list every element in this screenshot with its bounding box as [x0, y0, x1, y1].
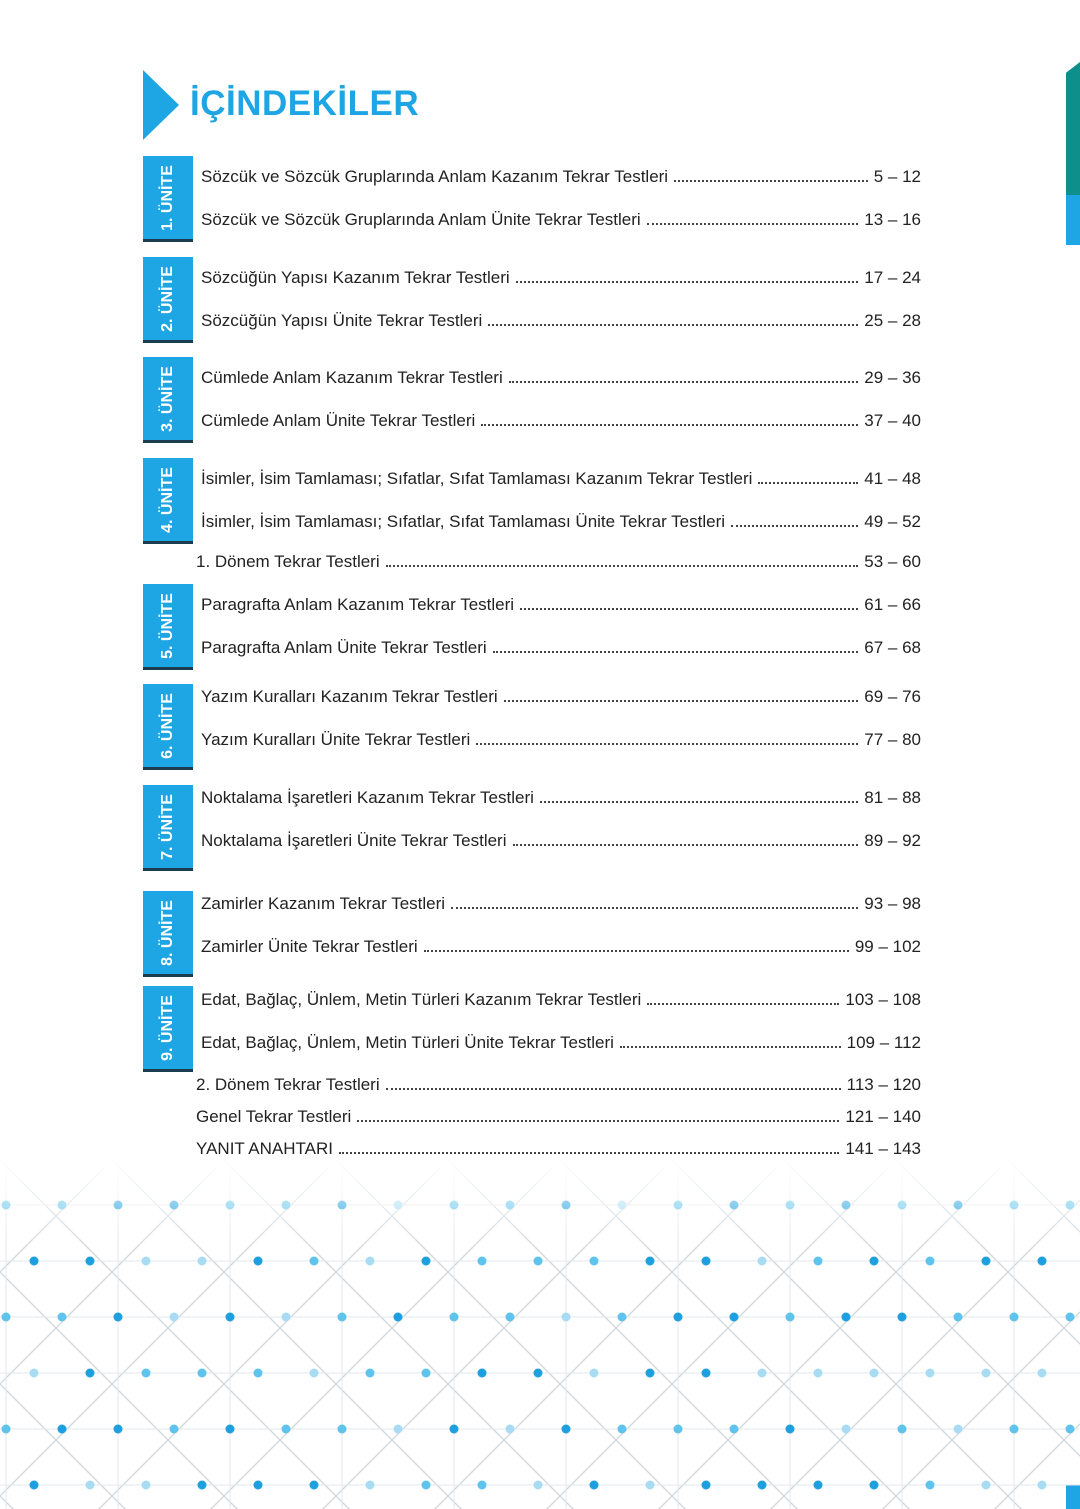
entry-title: 2. Dönem Tekrar Testleri: [196, 1075, 380, 1094]
toc-entry[interactable]: [201, 728, 921, 750]
dot-leader: [516, 281, 859, 283]
unit-label: 3. ÜNİTE: [159, 365, 176, 432]
dot-leader: [674, 180, 868, 182]
unit-label: 2. ÜNİTE: [159, 265, 176, 332]
dot-leader: [758, 482, 858, 484]
entry-pages: 13 – 16: [864, 210, 921, 229]
entry-pages: 29 – 36: [864, 368, 921, 387]
entry-title: Yazım Kuralları Kazanım Tekrar Testleri: [201, 687, 498, 706]
unit-tab: [143, 458, 193, 544]
entry-title: Zamirler Ünite Tekrar Testleri: [201, 937, 418, 956]
dot-leader: [647, 223, 859, 225]
toc-entry[interactable]: [201, 685, 921, 707]
dot-leader: [488, 324, 858, 326]
toc-entry[interactable]: [201, 829, 921, 851]
entry-title: Noktalama İşaretleri Ünite Tekrar Testleri: [201, 831, 507, 850]
toc-entry[interactable]: [201, 593, 921, 615]
entry-pages: 67 – 68: [864, 638, 921, 657]
entry-title: Sözcüğün Yapısı Ünite Tekrar Testleri: [201, 311, 483, 330]
toc-entry[interactable]: [201, 165, 921, 187]
dot-leader: [357, 1120, 839, 1122]
entry-title: Edat, Bağlaç, Ünlem, Metin Türleri Kazanım Tekrar Testleri: [201, 990, 642, 1009]
toc-entry[interactable]: [201, 366, 921, 388]
dot-leader: [731, 525, 858, 527]
dot-leader: [513, 844, 859, 846]
dot-leader: [647, 1003, 839, 1005]
entry-pages: 5 – 12: [873, 167, 921, 186]
entry-pages: 113 – 120: [846, 1075, 921, 1094]
entry-title: Paragrafta Anlam Kazanım Tekrar Testleri: [201, 595, 515, 614]
unit-label: 5. ÜNİTE: [159, 592, 176, 659]
unit-tab: [143, 986, 193, 1072]
unit-label: 6. ÜNİTE: [159, 692, 176, 759]
entry-pages: 17 – 24: [864, 268, 921, 287]
unit-tab: [143, 785, 193, 871]
entry-pages: 25 – 28: [864, 311, 921, 330]
entry-pages: 37 – 40: [864, 411, 921, 430]
entry-pages: 77 – 80: [864, 730, 921, 749]
toc-entry[interactable]: [201, 935, 921, 957]
toc-entry[interactable]: [196, 550, 921, 572]
toc-entry[interactable]: [201, 1031, 921, 1053]
dot-leader: [540, 801, 858, 803]
unit-tab: [143, 891, 193, 977]
entry-pages: 89 – 92: [864, 831, 921, 850]
entry-title: Cümlede Anlam Ünite Tekrar Testleri: [201, 411, 476, 430]
dot-leader: [509, 381, 859, 383]
entry-title: YANIT ANAHTARI: [196, 1139, 333, 1158]
unit-label: 4. ÜNİTE: [159, 466, 176, 533]
entry-title: Edat, Bağlaç, Ünlem, Metin Türleri Ünite Tekrar Testleri: [201, 1033, 614, 1052]
entry-title: Genel Tekrar Testleri: [196, 1107, 352, 1126]
toc-entry[interactable]: [196, 1137, 921, 1159]
entry-pages: 109 – 112: [846, 1033, 921, 1052]
entry-title: Zamirler Kazanım Tekrar Testleri: [201, 894, 446, 913]
dot-leader: [481, 424, 858, 426]
unit-tab: [143, 257, 193, 343]
entry-title: Yazım Kuralları Ünite Tekrar Testleri: [201, 730, 471, 749]
entry-pages: 103 – 108: [845, 990, 921, 1009]
toc-entry[interactable]: [201, 892, 921, 914]
toc-entry[interactable]: [196, 1073, 921, 1095]
toc-entry[interactable]: [201, 467, 921, 489]
dot-leader: [504, 700, 859, 702]
network-pattern-background: [0, 1160, 1080, 1509]
entry-title: İsimler, İsim Tamlaması; Sıfatlar, Sıfat Tamlaması Kazanım Tekrar Testleri: [201, 469, 753, 488]
unit-tab: [143, 357, 193, 443]
entry-title: Cümlede Anlam Kazanım Tekrar Testleri: [201, 368, 503, 387]
side-tab-decoration: [1066, 195, 1080, 245]
entry-pages: 99 – 102: [854, 937, 921, 956]
dot-leader: [620, 1046, 841, 1048]
unit-label: 8. ÜNİTE: [159, 899, 176, 966]
entry-title: 1. Dönem Tekrar Testleri: [196, 552, 380, 571]
toc-entry[interactable]: [201, 409, 921, 431]
entry-title: Noktalama İşaretleri Kazanım Tekrar Testleri: [201, 788, 534, 807]
toc-entry[interactable]: [201, 309, 921, 331]
entry-pages: 41 – 48: [864, 469, 921, 488]
toc-entry[interactable]: [201, 786, 921, 808]
toc-entry[interactable]: [196, 1105, 921, 1127]
entry-title: Sözcük ve Sözcük Gruplarında Anlam Ünite Tekrar Testleri: [201, 210, 641, 229]
toc-entry[interactable]: [201, 510, 921, 532]
unit-label: 1. ÜNİTE: [159, 164, 176, 231]
entry-title: İsimler, İsim Tamlaması; Sıfatlar, Sıfat Tamlaması Ünite Tekrar Testleri: [201, 512, 726, 531]
entry-title: Sözcük ve Sözcük Gruplarında Anlam Kazanım Tekrar Testleri: [201, 167, 669, 186]
entry-title: Paragrafta Anlam Ünite Tekrar Testleri: [201, 638, 487, 657]
entry-pages: 141 – 143: [845, 1139, 921, 1158]
entry-pages: 53 – 60: [864, 552, 921, 571]
unit-tab: [143, 156, 193, 242]
side-tab-decoration: [1066, 62, 1080, 197]
entry-pages: 121 – 140: [845, 1107, 921, 1126]
dot-leader: [476, 743, 858, 745]
dot-leader: [339, 1152, 839, 1154]
entry-pages: 81 – 88: [864, 788, 921, 807]
dot-leader: [451, 907, 858, 909]
dot-leader: [520, 608, 858, 610]
entry-pages: 49 – 52: [864, 512, 921, 531]
unit-tab: [143, 584, 193, 670]
entry-title: Sözcüğün Yapısı Kazanım Tekrar Testleri: [201, 268, 510, 287]
dot-leader: [493, 651, 859, 653]
unit-tab: [143, 684, 193, 770]
title-arrow-icon: [143, 70, 179, 140]
entry-pages: 93 – 98: [864, 894, 921, 913]
toc-entry[interactable]: [201, 988, 921, 1010]
unit-label: 7. ÜNİTE: [159, 793, 176, 860]
dot-leader: [386, 565, 859, 567]
dot-leader: [424, 950, 849, 952]
dot-leader: [386, 1088, 841, 1090]
page-title: İÇİNDEKİLER: [190, 84, 420, 123]
toc-entry[interactable]: [201, 208, 921, 230]
entry-pages: 69 – 76: [864, 687, 921, 706]
toc-entry[interactable]: [201, 636, 921, 658]
unit-label: 9. ÜNİTE: [159, 994, 176, 1061]
toc-entry[interactable]: [201, 266, 921, 288]
entry-pages: 61 – 66: [864, 595, 921, 614]
